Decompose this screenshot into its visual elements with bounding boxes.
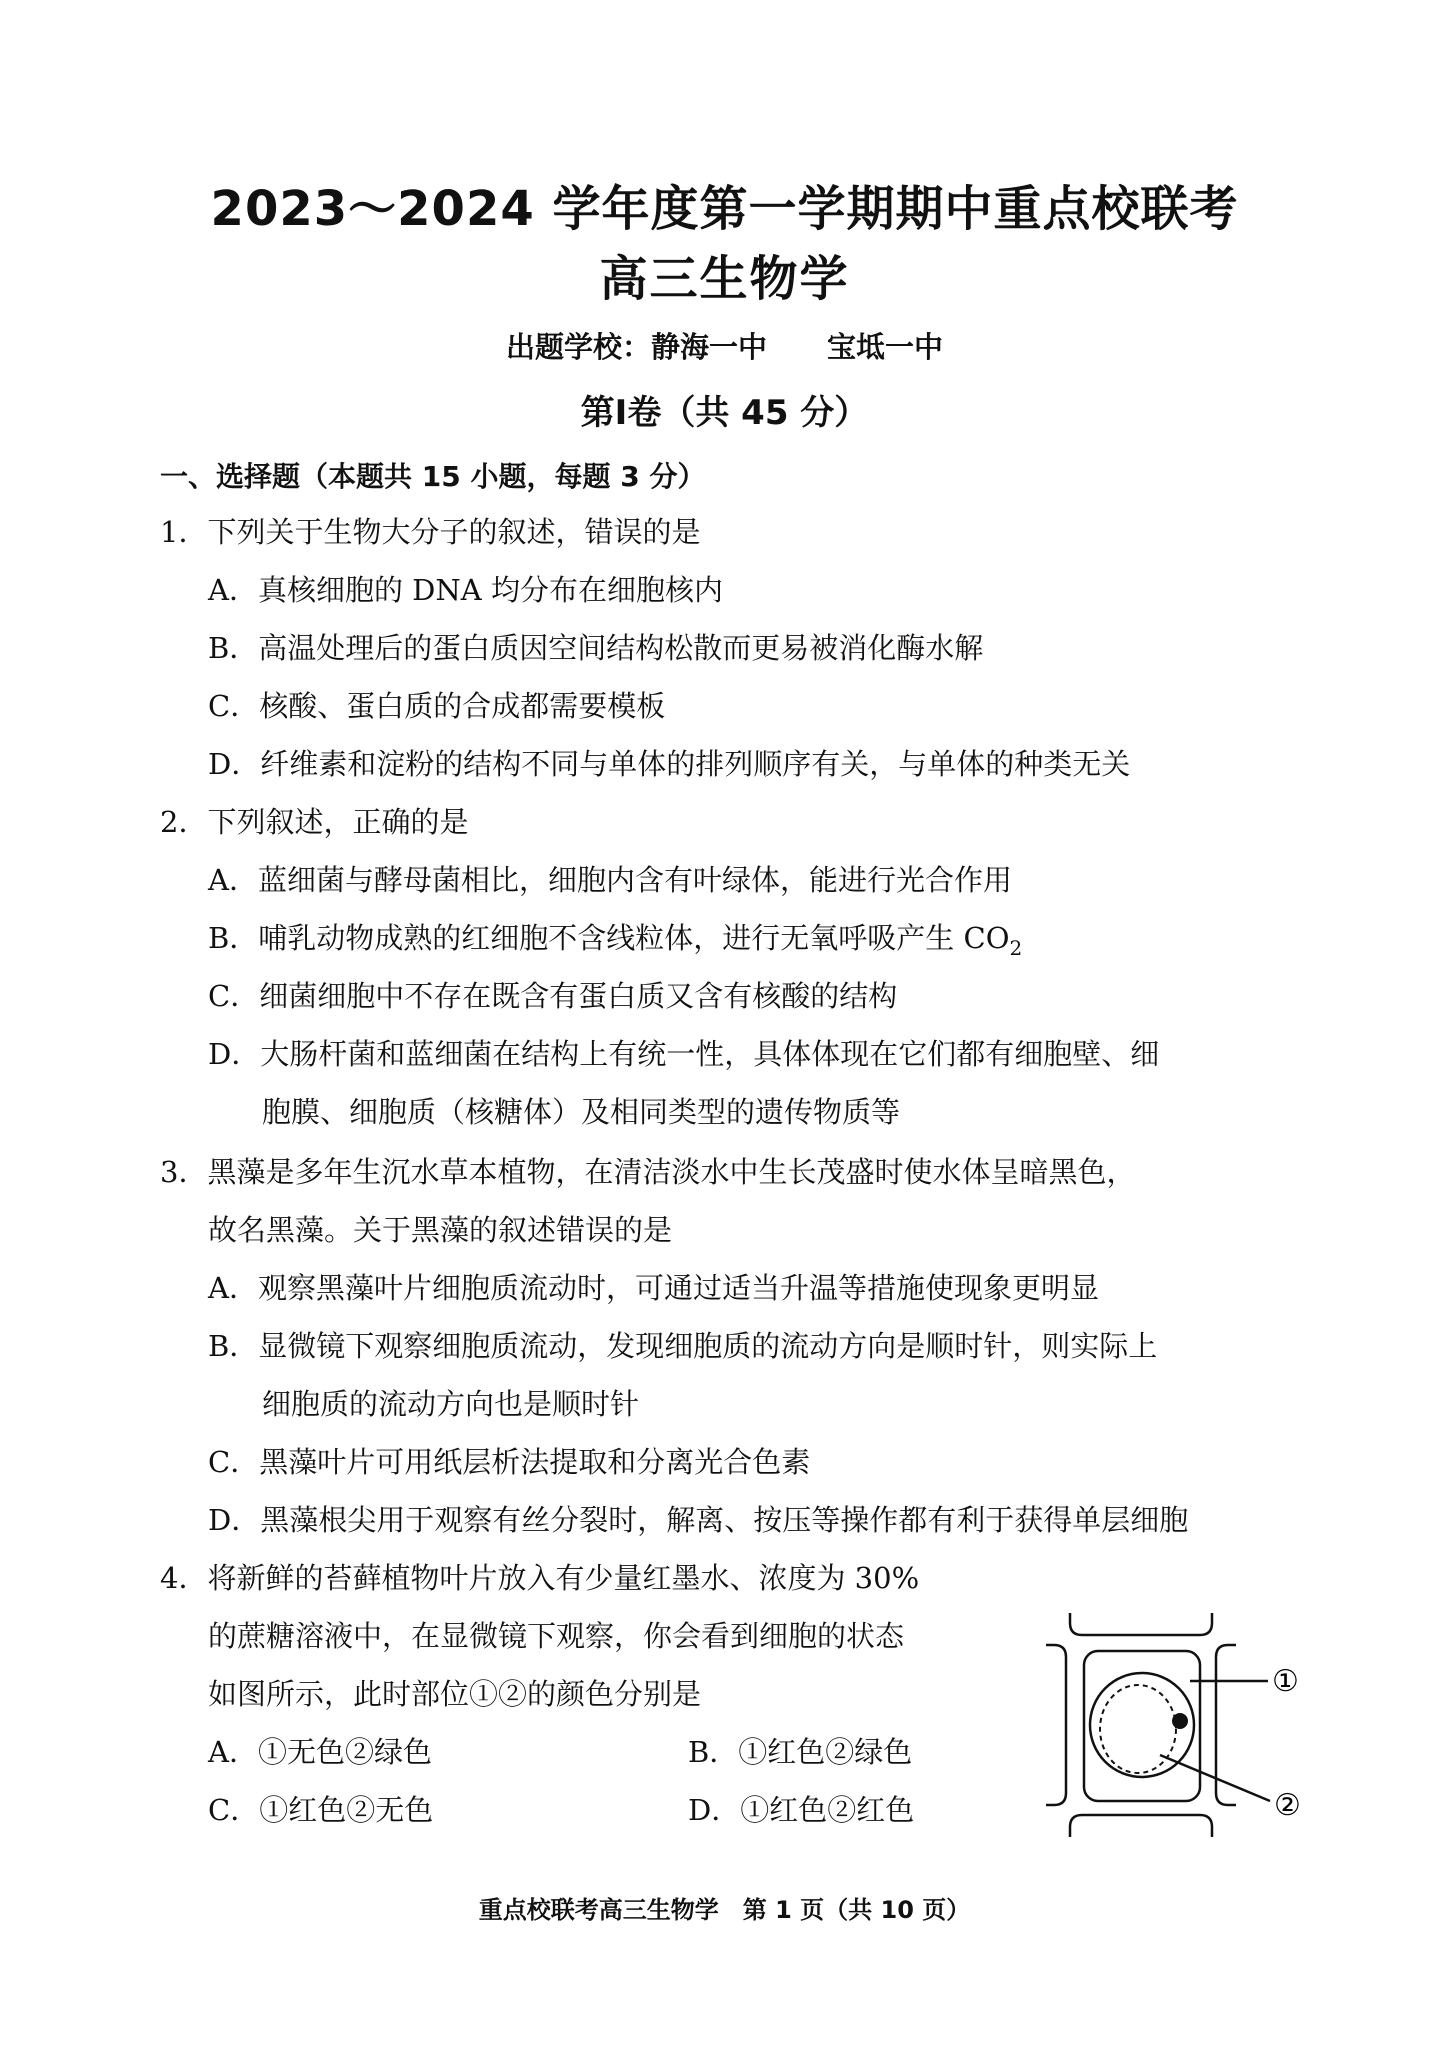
figure-label-1: ①	[1272, 1664, 1299, 1699]
question-1-stem: 1．下列关于生物大分子的叙述，错误的是	[160, 515, 701, 549]
question-4-stem: 4．将新鲜的苔藓植物叶片放入有少量红墨水、浓度为 30%	[160, 1561, 920, 1595]
question-2-option-b	[208, 916, 1022, 960]
cell-walls	[1046, 1613, 1270, 1837]
question-2-option-d: D．大肠杆菌和蓝细菌在结构上有统一性，具体体现在它们都有细胞壁、细	[208, 1037, 1160, 1071]
question-1-option-c: C．核酸、蛋白质的合成都需要模板	[208, 689, 666, 723]
question-3-option-b-cont: 细胞质的流动方向也是顺时针	[262, 1387, 640, 1421]
exam-subject: 高三生物学	[599, 251, 850, 307]
section-heading: 一、选择题（本题共 15 小题，每题 3 分）	[160, 460, 706, 493]
top-wall	[1070, 1613, 1212, 1635]
cell-diagram	[1040, 1605, 1320, 1845]
question-4-option-b: B．①红色②绿色	[688, 1735, 913, 1769]
question-3-option-a: A．观察黑藻叶片细胞质流动时，可通过适当升温等措施使现象更明显	[208, 1271, 1099, 1305]
bottom-wall	[1070, 1815, 1212, 1837]
question-3-stem: 3．黑藻是多年生沉水草本植物，在清洁淡水中生长茂盛时使水体呈暗黑色，	[160, 1155, 1136, 1189]
question-2-option-a: A．蓝细菌与酵母菌相比，细胞内含有叶绿体，能进行光合作用	[208, 863, 1012, 897]
page-footer: 重点校联考高三生物学 第 1 页（共 10 页）	[478, 1896, 971, 1924]
question-4-stem-cont2: 如图所示，此时部位①②的颜色分别是	[208, 1677, 702, 1711]
question-4-stem-cont: 的蔗糖溶液中，在显微镜下观察，你会看到细胞的状态	[208, 1619, 905, 1653]
vacuole	[1100, 1685, 1176, 1773]
question-3-option-d: D．黑藻根尖用于观察有丝分裂时，解离、按压等操作都有利于获得单层细胞	[208, 1503, 1189, 1537]
question-2-stem: 2．下列叙述，正确的是	[160, 805, 469, 839]
question-3-option-c: C．黑藻叶片可用纸层析法提取和分离光合色素	[208, 1445, 811, 1479]
question-3-stem-cont: 故名黑藻。关于黑藻的叙述错误的是	[208, 1213, 673, 1247]
source-schools	[0, 325, 1449, 366]
volume-heading: 第Ⅰ卷（共 45 分）	[580, 393, 869, 433]
left-wall	[1046, 1645, 1066, 1805]
question-1-option-b: B．高温处理后的蛋白质因空间结构松散而更易被消化酶水解	[208, 631, 984, 665]
figure-label-2: ②	[1274, 1788, 1301, 1823]
exam-title: 2023～2024 学年度第一学期期中重点校联考	[210, 181, 1239, 237]
school-second: 宝坻一中	[827, 330, 944, 364]
question-1-option-a: A．真核细胞的 DNA 均分布在细胞核内	[208, 573, 723, 607]
question-4-option-a: A．①无色②绿色	[208, 1735, 432, 1769]
question-2-option-c: C．细菌细胞中不存在既含有蛋白质又含有核酸的结构	[208, 979, 898, 1013]
question-2-option-b-text: B．哺乳动物成熟的红细胞不含线粒体，进行无氧呼吸产生 CO	[208, 921, 1010, 955]
co2-subscript: 2	[1009, 935, 1023, 960]
question-2-option-d-cont: 胞膜、细胞质（核糖体）及相同类型的遗传物质等	[262, 1095, 901, 1129]
question-4-option-d: D．①红色②红色	[688, 1793, 915, 1827]
question-1-option-d: D．纤维素和淀粉的结构不同与单体的排列顺序有关，与单体的种类无关	[208, 747, 1131, 781]
question-3-option-b: B．显微镜下观察细胞质流动，发现细胞质的流动方向是顺时针，则实际上	[208, 1329, 1158, 1363]
nucleus	[1172, 1713, 1188, 1729]
school-label: 出题学校：静海一中	[505, 330, 767, 364]
question-4-option-c: C．①红色②无色	[208, 1793, 434, 1827]
